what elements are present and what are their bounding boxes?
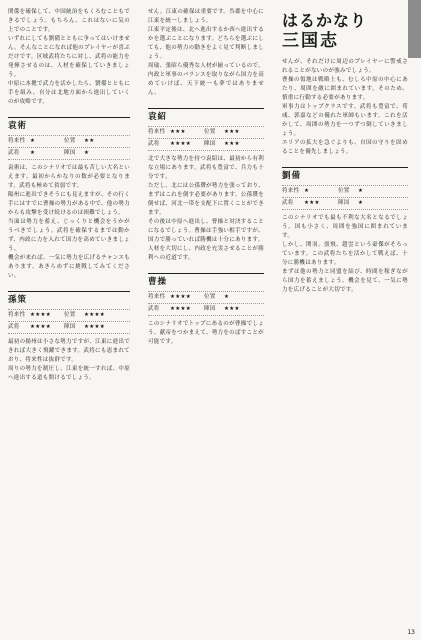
stats-row <box>8 309 130 322</box>
stat-label: 位置 <box>64 138 76 144</box>
stat-value: ★ <box>358 200 364 206</box>
section-caocao <box>148 273 264 347</box>
stat-label: 将来性 <box>8 138 26 144</box>
paragraph: しかし、関羽、張飛、趙雲という豪傑がそろっています。この武将たちを活かして戦えば、十分に勝機はあります。 <box>282 242 408 266</box>
stat-label: 将来性 <box>148 294 166 300</box>
stat-label: 陣国 <box>64 324 76 330</box>
paragraph: ただし、北には公孫瓚が勢力を張っており、まずはこれを倒す必要があります。公孫瓚を倒せば、河北一帯を支配下に置くことができます。 <box>148 183 265 216</box>
section-yuanshu <box>8 117 130 281</box>
paragraph: 人材を大切にし、内政を充実させることが勝利への近道です。 <box>148 246 265 261</box>
section-title: 袁紹 <box>148 108 264 123</box>
stat-label: 将来性 <box>148 129 166 135</box>
stats-table <box>8 135 130 160</box>
stat-label: 武将 <box>8 324 20 330</box>
title-line: 三国志 <box>282 31 339 51</box>
stat-value: ★★★ <box>170 129 186 135</box>
stat-value: ★ <box>358 188 364 194</box>
stat-label: 武将 <box>8 150 20 156</box>
paragraph: エリアの拡大を急ぐよりも、自国の守りを固めることを優先しましょう。 <box>282 140 408 155</box>
stat-label: 位置 <box>204 294 216 300</box>
stat-label: 位置 <box>204 129 216 135</box>
section-title: 劉備 <box>282 167 408 182</box>
stat-label: 武将 <box>148 141 160 147</box>
stats-row <box>148 304 264 316</box>
title-line: はるかなり <box>282 11 368 30</box>
section-yuanshao <box>148 108 264 263</box>
stat-label: 将来性 <box>282 188 300 194</box>
section-title: 孫策 <box>8 291 130 306</box>
paragraph: 北で大きな勢力を持つ袁紹は、最初から有利な立場にあります。武将も豊富で、兵力も十分です。 <box>148 156 265 180</box>
page-number: 13 <box>407 629 415 636</box>
stat-value: ★★★★ <box>170 141 191 147</box>
stat-value: ★★★★ <box>30 324 51 330</box>
stat-value: ★★★ <box>224 141 240 147</box>
paragraph: せんが、それだけに周辺のプレイヤーに警戒されることがないのが強みでしょう。 <box>282 59 408 74</box>
section-title: 曹操 <box>148 273 264 288</box>
page-title <box>282 8 408 52</box>
stat-label: 陣国 <box>204 141 216 147</box>
stat-label: 陣国 <box>64 150 76 156</box>
stats-row <box>148 139 264 151</box>
stats-row <box>8 148 130 160</box>
stat-value: ★★★★ <box>170 294 191 300</box>
stat-value: ★ <box>304 188 310 194</box>
stat-label: 武将 <box>148 306 160 312</box>
stat-value: ★★★ <box>224 129 240 135</box>
stats-row <box>282 198 408 210</box>
stats-table <box>282 185 408 210</box>
section-title: 袁術 <box>8 117 130 132</box>
stat-value: ★ <box>84 150 90 156</box>
stat-label: 陣国 <box>204 306 216 312</box>
paragraph: 周瑜、張昭ら優秀な人材が揃っているので、内政と軍事のバランスを取りながら国力を高めていけば、天下統一も夢ではありません。 <box>148 63 264 96</box>
paragraph: 軍事力はトップクラスです。武将も豊富で、荀彧、郭嘉などの優れた軍師もいます。これを活かして、周囲の勢力を一つずつ倒していきましょう。 <box>282 104 408 137</box>
paragraph: 周りの勢力を制圧し、江東を統一すれば、中原へ進出する道も開けるでしょう。 <box>8 366 130 381</box>
stat-label: 位置 <box>338 188 350 194</box>
stats-table <box>148 291 264 316</box>
stat-value: ★★★★ <box>170 306 191 312</box>
stat-value: ★★★★ <box>84 324 105 330</box>
corner-tab <box>408 0 421 58</box>
stats-table <box>148 126 264 151</box>
paragraph: 中原に本拠で武力を活かしたら、劉備とともに手を組み、自分は北地方面から進出していくのが攻略です。 <box>8 81 130 105</box>
stats-row <box>282 185 408 198</box>
stat-value: ★★★★ <box>84 312 105 318</box>
stat-value: ★ <box>30 138 36 144</box>
stat-value: ★★★ <box>224 306 240 312</box>
paragraph: まずは他の勢力と同盟を結び、時間を稼ぎながら国力を蓄えましょう。機会を見て、一気に勢力を広げることが大切です。 <box>282 269 408 293</box>
column-2 <box>148 8 264 347</box>
paragraph: 袁術は、このシナリオでは最も苦しい大名といえます。最初からかなりの数が必要となります。武将も極めて貧弱です。 <box>8 165 130 189</box>
stats-row <box>148 291 264 304</box>
stat-value: ★★★★ <box>30 312 51 318</box>
section-sunce <box>8 291 130 383</box>
paragraph: 江東平定後は、北へ進出するか西へ進出するかを選ぶことになります。どちらを選ぶにしても、他の勢力の動きをよく見て判断しましょう。 <box>148 27 265 60</box>
column-1 <box>8 8 130 383</box>
paragraph: 陽州に進出できそうにも見えますが、その行く手にはすでに曹操の勢力がある中で、他の勢力からも攻撃を受け続けるのは困難でしょう。 <box>8 192 130 216</box>
paragraph: 最初の揚州は小さな勢力ですが、江東に進出できれば大きく飛躍できます。武将にも恵まれており、将来性は抜群です。 <box>8 339 130 363</box>
paragraph: いずれにしても劉備とともに争ってはいけません。そんなことになれば他のプレイヤーが喜ぶだけです。区域武将たちに対し、武将の能力を発揮させるのは、人材を確保していきましょう。 <box>8 36 130 78</box>
stat-label: 将来性 <box>8 312 26 318</box>
column-3 <box>282 8 408 295</box>
paragraph: せん。江東の確保は重要です。呉郡を中心に江東を統一しましょう。 <box>148 9 264 24</box>
paragraph: 機会が来れば、一気に勢力を広げるチャンスもあります。あきらめずに挑戦してみてください。 <box>8 255 130 279</box>
paragraph: このシナリオでも最も不利な大名となるでしょう。国も小さく、周囲を強国に囲まれています。 <box>282 215 408 239</box>
stat-value: ★ <box>30 150 36 156</box>
paragraph: 当面は勢力を蓄え、じっくりと機会をうかがうべきでしょう。武将を確保するまでは動かず、内政に力を入れて国力を高めていきましょう。 <box>8 219 130 252</box>
stats-row <box>8 322 130 334</box>
stats-row <box>8 135 130 148</box>
paragraph: このシナリオでトップにあるのが曹操でしょう。献帝をつかまえて、勢力をのばすことが可能です。 <box>148 321 264 345</box>
stats-table <box>8 309 130 334</box>
paragraph: 曹操の領地は戦略上も、むしろ中原の中心にあたり、周囲を敵に囲まれています。そのため、慎重に行動する必要があります。 <box>282 77 408 101</box>
stat-label: 陣国 <box>338 200 350 206</box>
stat-value: ★ <box>224 294 230 300</box>
stat-value: ★★ <box>84 138 95 144</box>
paragraph: 関係を確保して、中国統治をもくろむこともできるでしょう。もちろん、これはないに気の上でのことです。 <box>8 9 130 33</box>
paragraph: その後は中原へ進出し、曹操と対決することになるでしょう。曹操は手強い相手ですが、国力で勝っていれば勝機は十分にあります。 <box>148 219 265 243</box>
stat-value: ★★★ <box>304 200 320 206</box>
stats-row <box>148 126 264 139</box>
stat-label: 武将 <box>282 200 294 206</box>
section-liubei <box>282 167 408 295</box>
stat-label: 位置 <box>64 312 76 318</box>
